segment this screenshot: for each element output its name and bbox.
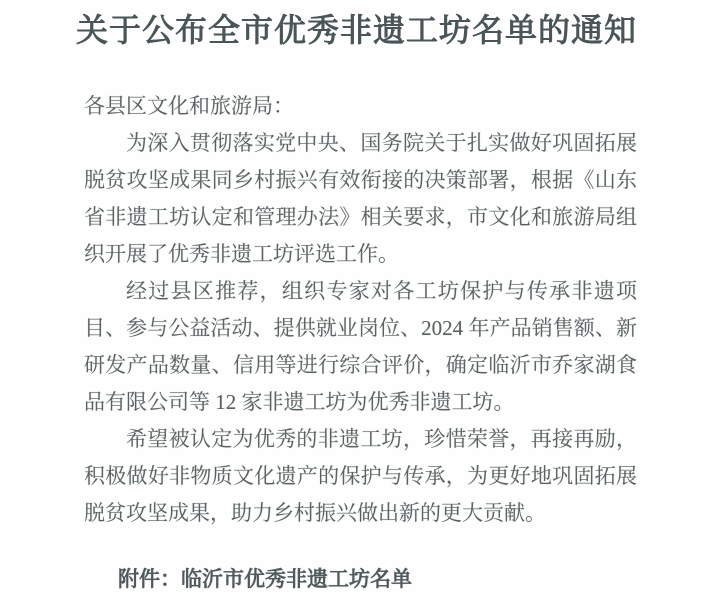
notice-body <box>84 88 637 598</box>
text-line: 目、参与公益活动、提供就业岗位、2024 年产品销售额、新 <box>84 316 637 340</box>
scanned-notice-page <box>0 10 713 599</box>
attachment-name: 临沂市优秀非遗工坊名单 <box>181 567 412 591</box>
attachment-label: 附件： <box>118 567 181 591</box>
text-line: 脱贫攻坚成果同乡村振兴有效衔接的决策部署，根据《山东 <box>84 168 637 192</box>
text-line: 研发产品数量、信用等进行综合评价，确定临沂市乔家湖食 <box>84 353 637 377</box>
attachment-line <box>84 561 637 598</box>
notice-title: 关于公布全市优秀非遗工坊名单的通知 <box>75 12 637 48</box>
paragraph <box>84 125 637 273</box>
text-line: 经过县区推荐，组织专家对各工坊保护与传承非遗项 <box>126 279 637 303</box>
text-line: 品有限公司等 12 家非遗工坊为优秀非遗工坊。 <box>84 390 515 414</box>
text-line: 省非遗工坊认定和管理办法》相关要求，市文化和旅游局组 <box>84 205 637 229</box>
text-line: 积极做好非物质文化遗产的保护与传承，为更好地巩固拓展 <box>84 464 637 488</box>
text-line: 织开展了优秀非遗工坊评选工作。 <box>84 242 399 266</box>
paragraph <box>84 273 637 421</box>
text-line: 希望被认定为优秀的非遗工坊，珍惜荣誉，再接再励， <box>126 427 637 451</box>
text-line: 脱贫攻坚成果，助力乡村振兴做出新的更大贡献。 <box>84 501 546 525</box>
salutation-line: 各县区文化和旅游局： <box>84 94 294 118</box>
text-line: 为深入贯彻落实党中央、国务院关于扎实做好巩固拓展 <box>126 131 637 155</box>
paragraph <box>84 421 637 532</box>
